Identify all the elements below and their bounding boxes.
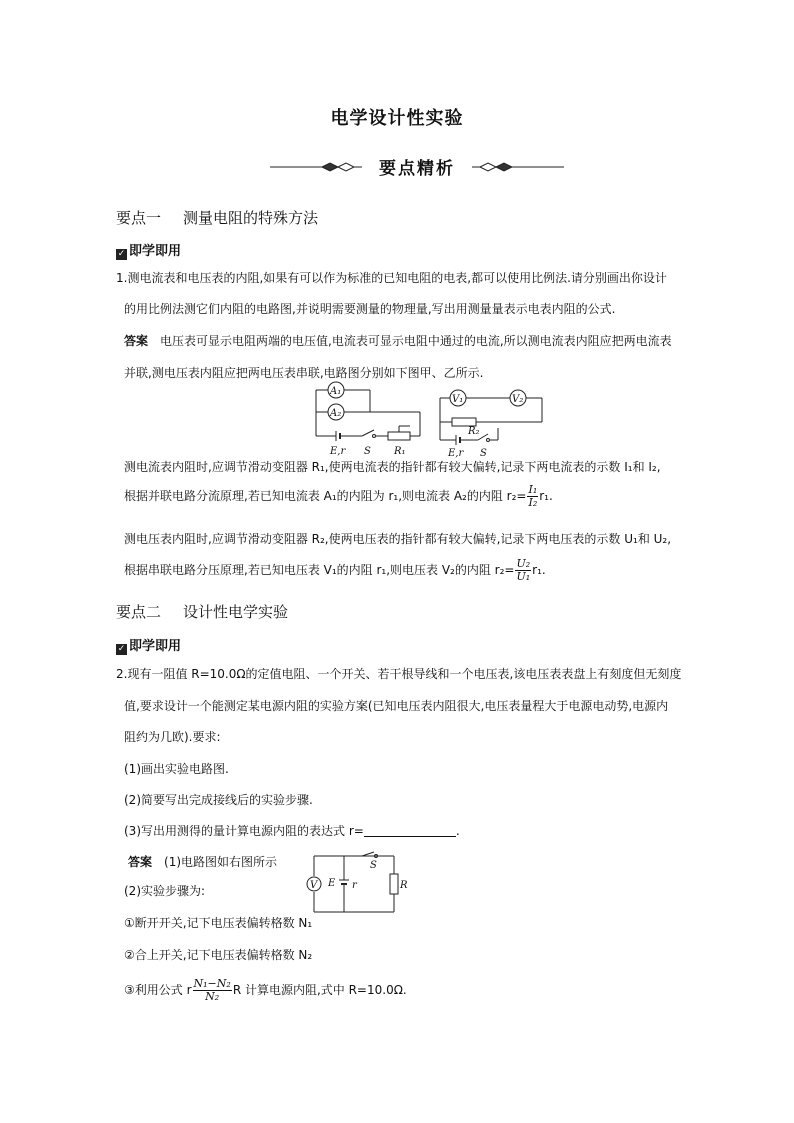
- section-2-heading: [116, 601, 310, 622]
- q2-line3: 阻约为几欧).要求:: [124, 730, 221, 744]
- q2-answer-line5-end: R 计算电源内阻,式中 R=10.0Ω.: [232, 983, 407, 997]
- banner-text: 要点精析: [379, 159, 455, 179]
- fraction-numerator: U₂: [516, 557, 531, 570]
- section-2-number: 要点二: [116, 603, 162, 621]
- tag-1: [116, 240, 181, 260]
- circuit-diagram-ammeters: [300, 380, 430, 460]
- q1-para2-end: r₁.: [539, 489, 553, 503]
- label-e: E: [328, 878, 336, 889]
- label-er-1: E,r: [330, 446, 346, 457]
- q2-answer-line4: ②合上开关,记下电压表偏转格数 N₂: [124, 948, 313, 962]
- label-s: S: [370, 860, 377, 871]
- page-title: 电学设计性实验: [330, 108, 464, 129]
- q2-sub3: [124, 824, 460, 838]
- section-1-heading: [116, 207, 340, 228]
- q2-answer-text1: (1)电路图如右图所示: [164, 855, 278, 869]
- q2-sub2: (2)简要写出完成接线后的实验步骤.: [124, 793, 313, 807]
- section-2-name: 设计性电学实验: [183, 603, 289, 621]
- q2-answer-line5: [124, 978, 407, 1003]
- label-v1: V₁: [452, 394, 464, 405]
- label-a2: A₂: [330, 408, 342, 419]
- q2-answer-line3: ①断开开关,记下电压表偏转格数 N₁: [124, 916, 313, 930]
- label-s-1: S: [364, 446, 371, 457]
- fraction-denominator: U₁: [516, 570, 531, 583]
- answer-blank: [364, 824, 456, 837]
- rheostat-r1: [388, 432, 410, 440]
- q1-answer-line2: 并联,测电压表内阻应把两电压表串联,电路图分别如下图甲、乙所示.: [124, 366, 484, 380]
- label-er-2: E,r: [448, 448, 464, 459]
- section-1-number: 要点一: [116, 209, 162, 227]
- circuit-diagram-internal-resistance: [302, 852, 406, 916]
- fraction-numerator: N₁−N₂: [193, 977, 231, 990]
- label-r1: R₁: [394, 446, 406, 457]
- resistor-r: [390, 874, 398, 894]
- label-r: R: [400, 880, 408, 891]
- section-banner: [270, 154, 564, 180]
- formula-voltage-ratio: [515, 558, 531, 583]
- q2-answer-line5-text: ③利用公式 r: [124, 983, 192, 997]
- formula-internal-resistance: [193, 978, 232, 1003]
- check-icon: ✓: [117, 644, 126, 654]
- q1-para3: 测电压表内阻时,应调节滑动变阻器 R₂,使两电压表的指针都有较大偏转,记录下两电压表的示数 U₁和 U₂,: [124, 532, 672, 546]
- q2-sub3-text: (3)写出用测得的量计算电源内阻的表达式 r=: [124, 824, 364, 838]
- label-s-2: S: [480, 448, 487, 459]
- q2-line1: 2.现有一阻值 R=10.0Ω的定值电阻、一个开关、若干根导线和一个电压表,该电压表表盘上有刻度但无刻度: [116, 667, 682, 681]
- q1-para1: 测电流表内阻时,应调节滑动变阻器 R₁,使两电流表的指针都有较大偏转,记录下两电流表的示数 I₁和 I₂,: [124, 460, 661, 474]
- label-r2: R₂: [468, 426, 480, 437]
- fraction-denominator: I₂: [528, 496, 538, 509]
- q2-sub1: (1)画出实验电路图.: [124, 762, 229, 776]
- section-1-name: 测量电阻的特殊方法: [183, 209, 319, 227]
- q1-para2-text: 根据并联电路分流原理,若已知电流表 A₁的内阻为 r₁,则电流表 A₂的内阻 r₂=: [124, 489, 527, 503]
- label-v2: V₂: [512, 394, 524, 405]
- q1-answer-line1: [124, 334, 672, 348]
- q1-para4: [124, 558, 546, 583]
- rheostat-r2: [452, 418, 476, 426]
- circuit-diagram-voltmeters: [432, 384, 552, 460]
- q1-para4-end: r₁.: [532, 563, 546, 577]
- label-v: V: [310, 880, 318, 891]
- fraction-numerator: I₁: [528, 483, 538, 496]
- fraction-denominator: N₂: [205, 990, 220, 1003]
- q1-line1: 1.测电流表和电压表的内阻,如果有可以作为标准的已知电阻的电表,都可以使用比例法.请分别画出你设计: [116, 271, 667, 285]
- q2-sub3-end: .: [455, 824, 460, 838]
- tag-2: [116, 635, 181, 655]
- q2-line2: 值,要求设计一个能测定某电源内阻的实验方案(已知电压表内阻很大,电压表量程大于电源电动势,电源内: [124, 699, 669, 713]
- q2-answer-line2: (2)实验步骤为:: [124, 884, 206, 898]
- answer-label: 答案: [124, 334, 149, 348]
- answer-label: 答案: [128, 855, 153, 869]
- q1-para4-text: 根据串联电路分压原理,若已知电压表 V₁的内阻 r₁,则电压表 V₂的内阻 r₂=: [124, 563, 515, 577]
- label-r-internal: r: [352, 880, 357, 891]
- q1-line2: 的用比例法测它们内阻的电路图,并说明需要测量的物理量,写出用测量量表示电表内阻的公式.: [124, 302, 616, 316]
- q1-para2: [124, 484, 553, 509]
- check-icon: ✓: [117, 249, 126, 259]
- q2-answer-line1: [128, 855, 277, 869]
- label-a1: A₁: [330, 386, 342, 397]
- formula-current-ratio: [527, 484, 538, 509]
- q1-answer-text1: 电压表可显示电阻两端的电压值,电流表可显示电阻中通过的电流,所以测电流表内阻应把两电流表: [160, 334, 672, 348]
- tag-2-label: 即学即用: [129, 639, 182, 654]
- tag-1-label: 即学即用: [129, 244, 182, 259]
